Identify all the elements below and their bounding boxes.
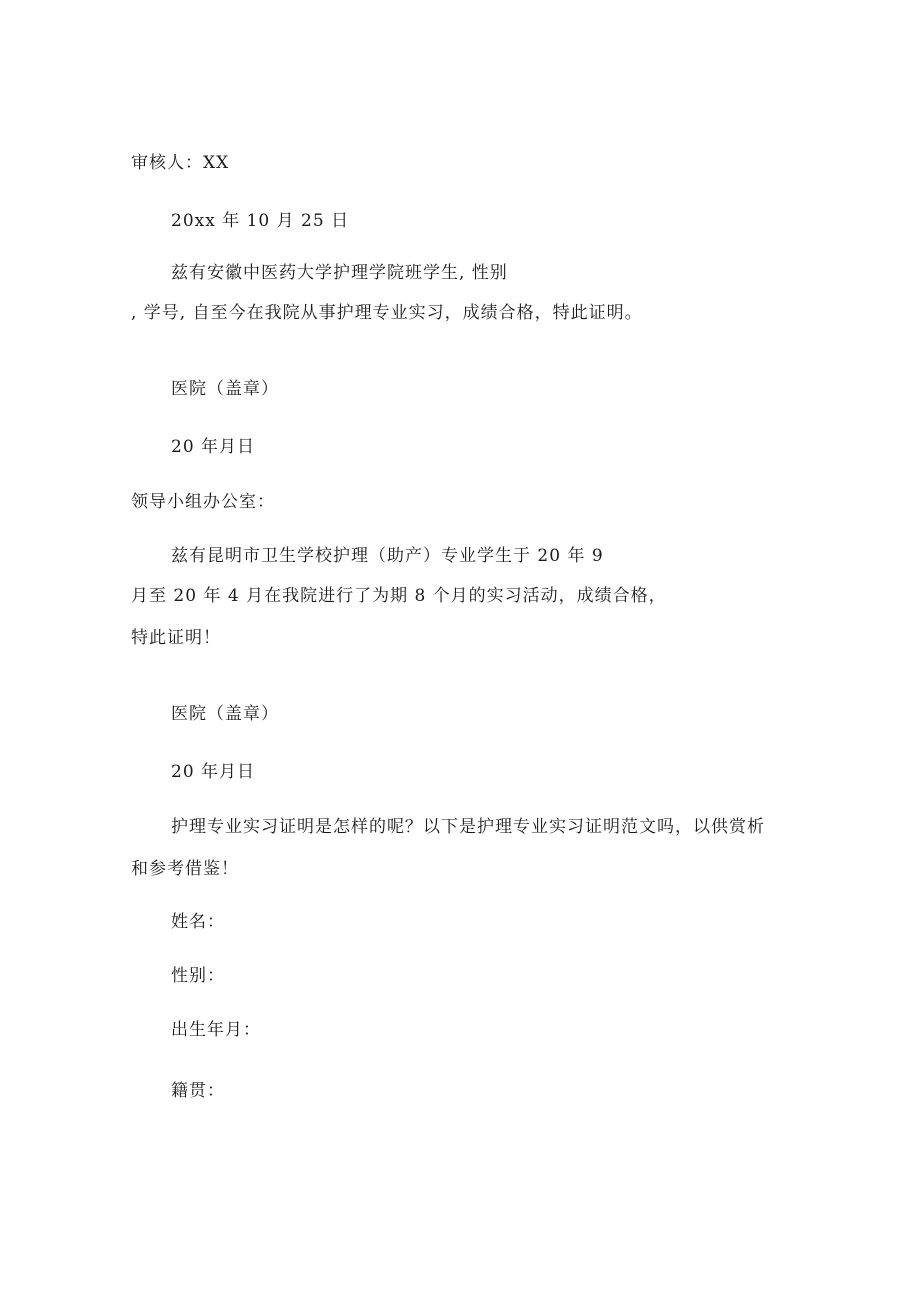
certificate-1-line-2: , 学号, 自至今在我院从事护理专业实习，成绩合格，特此证明。 bbox=[131, 303, 643, 323]
certificate-2-line-3: 特此证明！ bbox=[131, 628, 221, 648]
reviewer-line: 审核人：XX bbox=[131, 153, 230, 173]
intro-line-1: 护理专业实习证明是怎样的呢？以下是护理专业实习证明范文吗，以供赏析 bbox=[171, 817, 765, 837]
form-gender-field: 性别： bbox=[171, 966, 225, 986]
intro-line-2: 和参考借鉴！ bbox=[131, 859, 239, 879]
certificate-2-line-2: 月至 20 年 4 月在我院进行了为期 8 个月的实习活动，成绩合格， bbox=[131, 586, 667, 606]
certificate-1-date: 20 年月日 bbox=[171, 437, 256, 457]
form-birth-field: 出生年月： bbox=[171, 1020, 261, 1040]
certificate-2-date: 20 年月日 bbox=[171, 762, 256, 782]
date-line: 20xx 年 10 月 25 日 bbox=[171, 211, 350, 231]
certificate-1-hospital-seal: 医院（盖章） bbox=[171, 379, 279, 399]
certificate-2-addressee: 领导小组办公室： bbox=[131, 492, 275, 512]
certificate-1-line-1: 兹有安徽中医药大学护理学院班学生, 性别 bbox=[171, 263, 508, 283]
form-name-field: 姓名： bbox=[171, 912, 225, 932]
form-origin-field: 籍贯： bbox=[171, 1081, 225, 1101]
certificate-2-hospital-seal: 医院（盖章） bbox=[171, 704, 279, 724]
certificate-2-line-1: 兹有昆明市卫生学校护理（助产）专业学生于 20 年 9 bbox=[171, 546, 604, 566]
